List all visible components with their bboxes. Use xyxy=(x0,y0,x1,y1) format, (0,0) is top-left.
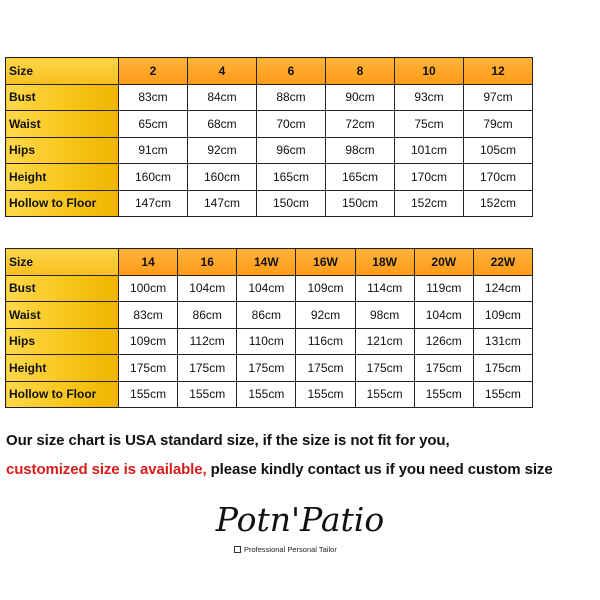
size-header-row xyxy=(6,58,533,85)
measurement-value: 160cm xyxy=(119,164,188,191)
table-row xyxy=(6,355,533,382)
measurement-value: 109cm xyxy=(119,328,178,355)
measurement-label: Bust xyxy=(6,84,119,111)
logo-tagline xyxy=(234,545,337,554)
measurement-value: 155cm xyxy=(178,381,237,408)
measurement-label: Hips xyxy=(6,328,119,355)
measurement-value: 150cm xyxy=(257,190,326,217)
measurement-value: 100cm xyxy=(119,275,178,302)
measurement-value: 175cm xyxy=(473,355,532,382)
measurement-label: Height xyxy=(6,164,119,191)
measurement-value: 155cm xyxy=(296,381,355,408)
measurement-value: 88cm xyxy=(257,84,326,111)
table-row xyxy=(6,84,533,111)
measurement-value: 75cm xyxy=(395,111,464,138)
measurement-label: Waist xyxy=(6,302,119,329)
measurement-value: 150cm xyxy=(326,190,395,217)
measurement-value: 175cm xyxy=(355,355,414,382)
size-note-line-2-rest: please kindly contact us if you need custom size xyxy=(206,461,553,478)
measurement-value: 93cm xyxy=(395,84,464,111)
measurement-value: 175cm xyxy=(237,355,296,382)
measurement-value: 86cm xyxy=(178,302,237,329)
size-header-cell: 8 xyxy=(326,58,395,85)
table-row xyxy=(6,137,533,164)
measurement-value: 83cm xyxy=(119,302,178,329)
table-row xyxy=(6,302,533,329)
size-header-cell: 20W xyxy=(414,249,473,276)
measurement-value: 90cm xyxy=(326,84,395,111)
table-row xyxy=(6,381,533,408)
size-note-line-1: Our size chart is USA standard size, if the size is not fit for you, xyxy=(6,432,450,449)
measurement-value: 91cm xyxy=(119,137,188,164)
logo-wordmark: Potn'Patio xyxy=(215,500,385,539)
measurement-value: 152cm xyxy=(395,190,464,217)
measurement-label: Height xyxy=(6,355,119,382)
measurement-value: 114cm xyxy=(355,275,414,302)
measurement-value: 92cm xyxy=(296,302,355,329)
size-header-cell: 6 xyxy=(257,58,326,85)
measurement-value: 160cm xyxy=(188,164,257,191)
measurement-value: 112cm xyxy=(178,328,237,355)
measurement-value: 119cm xyxy=(414,275,473,302)
measurement-value: 97cm xyxy=(464,84,533,111)
measurement-value: 68cm xyxy=(188,111,257,138)
measurement-value: 126cm xyxy=(414,328,473,355)
measurement-label: Hips xyxy=(6,137,119,164)
measurement-value: 155cm xyxy=(119,381,178,408)
measurement-value: 124cm xyxy=(473,275,532,302)
measurement-label: Waist xyxy=(6,111,119,138)
measurement-value: 92cm xyxy=(188,137,257,164)
measurement-value: 121cm xyxy=(355,328,414,355)
measurement-value: 175cm xyxy=(414,355,473,382)
measurement-value: 104cm xyxy=(414,302,473,329)
measurement-value: 72cm xyxy=(326,111,395,138)
measurement-value: 65cm xyxy=(119,111,188,138)
table-row xyxy=(6,164,533,191)
brand-logo xyxy=(200,500,400,560)
measurement-value: 70cm xyxy=(257,111,326,138)
size-header-cell: 2 xyxy=(119,58,188,85)
table-row xyxy=(6,328,533,355)
size-header-cell: 18W xyxy=(355,249,414,276)
measurement-value: 155cm xyxy=(355,381,414,408)
size-chart-table-1 xyxy=(5,57,533,217)
table-row xyxy=(6,190,533,217)
measurement-value: 105cm xyxy=(464,137,533,164)
measurement-value: 152cm xyxy=(464,190,533,217)
size-header-cell: 16 xyxy=(178,249,237,276)
measurement-value: 83cm xyxy=(119,84,188,111)
size-header-label: Size xyxy=(6,58,119,85)
measurement-label: Hollow to Floor xyxy=(6,381,119,408)
measurement-value: 131cm xyxy=(473,328,532,355)
measurement-label: Bust xyxy=(6,275,119,302)
measurement-value: 147cm xyxy=(119,190,188,217)
measurement-value: 155cm xyxy=(237,381,296,408)
size-header-cell: 10 xyxy=(395,58,464,85)
measurement-value: 175cm xyxy=(178,355,237,382)
measurement-label: Hollow to Floor xyxy=(6,190,119,217)
measurement-value: 109cm xyxy=(296,275,355,302)
size-header-label: Size xyxy=(6,249,119,276)
table-row xyxy=(6,275,533,302)
measurement-value: 155cm xyxy=(473,381,532,408)
size-header-cell: 14W xyxy=(237,249,296,276)
size-header-cell: 14 xyxy=(119,249,178,276)
measurement-value: 165cm xyxy=(257,164,326,191)
measurement-value: 98cm xyxy=(326,137,395,164)
size-header-cell: 12 xyxy=(464,58,533,85)
measurement-value: 110cm xyxy=(237,328,296,355)
size-chart-table-1-body xyxy=(6,58,533,217)
measurement-value: 175cm xyxy=(296,355,355,382)
measurement-value: 155cm xyxy=(414,381,473,408)
logo-tagline-text: Professional Personal Tailor xyxy=(244,545,337,554)
measurement-value: 175cm xyxy=(119,355,178,382)
measurement-value: 96cm xyxy=(257,137,326,164)
measurement-value: 84cm xyxy=(188,84,257,111)
measurement-value: 98cm xyxy=(355,302,414,329)
size-chart-table-2-body xyxy=(6,249,533,408)
measurement-value: 147cm xyxy=(188,190,257,217)
checkbox-square-icon xyxy=(234,546,241,553)
custom-size-highlight: customized size is available, xyxy=(6,461,207,478)
measurement-value: 165cm xyxy=(326,164,395,191)
table-row xyxy=(6,111,533,138)
measurement-value: 170cm xyxy=(395,164,464,191)
size-header-cell: 22W xyxy=(473,249,532,276)
measurement-value: 101cm xyxy=(395,137,464,164)
size-header-cell: 4 xyxy=(188,58,257,85)
size-note-line-2 xyxy=(6,461,553,478)
measurement-value: 104cm xyxy=(178,275,237,302)
size-header-cell: 16W xyxy=(296,249,355,276)
size-header-row xyxy=(6,249,533,276)
size-chart-table-2 xyxy=(5,248,533,408)
measurement-value: 116cm xyxy=(296,328,355,355)
measurement-value: 79cm xyxy=(464,111,533,138)
measurement-value: 170cm xyxy=(464,164,533,191)
measurement-value: 86cm xyxy=(237,302,296,329)
measurement-value: 104cm xyxy=(237,275,296,302)
measurement-value: 109cm xyxy=(473,302,532,329)
